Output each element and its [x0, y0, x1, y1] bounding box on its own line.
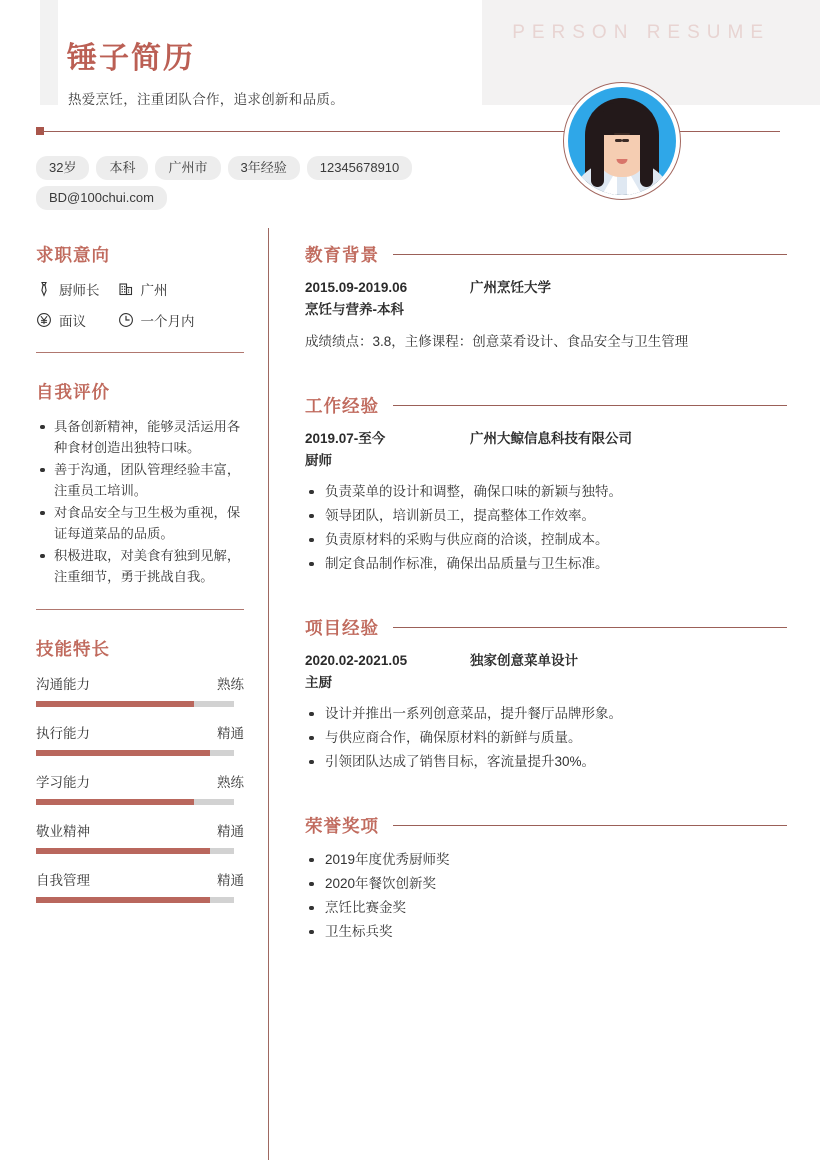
section-header-awards [305, 813, 787, 838]
section-title-self-evaluation: 自我评价 [36, 382, 110, 403]
skill-level: 熟练 [217, 775, 244, 791]
section-rule-project [393, 627, 787, 628]
skill-row [36, 869, 244, 889]
self-evaluation-item: 对食品安全与卫生极为重视，保证每道菜品的品质。 [36, 502, 244, 544]
section-work-experience [305, 393, 787, 575]
skill-name: 执行能力 [36, 726, 90, 742]
job-intent-label: 面议 [59, 314, 86, 329]
awards-bullet-list [305, 848, 787, 943]
job-intent-label: 一个月内 [140, 314, 195, 329]
section-title-skills: 技能特长 [36, 639, 110, 660]
section-header-project [305, 615, 787, 640]
work-bullet-item: 负责菜单的设计和调整，确保口味的新颖与独特。 [305, 480, 787, 503]
section-title-education: 教育背景 [305, 245, 379, 265]
contact-pill: 广州市 [155, 156, 220, 180]
resume-header [0, 0, 820, 228]
section-self-evaluation [36, 379, 244, 587]
skill-row [36, 673, 244, 693]
work-bullet-list [305, 480, 787, 575]
project-name: 独家创意菜单设计 [470, 653, 578, 668]
page-title: 锤子简历 [67, 42, 195, 75]
left-section-rule-2 [36, 609, 244, 610]
self-evaluation-item: 积极进取，对美食有独到见解，注重细节，勇于挑战自我。 [36, 545, 244, 587]
avatar [563, 82, 681, 200]
resume-body [0, 228, 820, 1160]
contact-pill: 32岁 [36, 156, 89, 180]
section-title-project: 项目经验 [305, 618, 379, 638]
work-bullet-item: 负责原材料的采购与供应商的洽谈，控制成本。 [305, 528, 787, 551]
work-company: 广州大鲸信息科技有限公司 [470, 431, 632, 446]
job-intent-grid [36, 279, 244, 330]
award-item: 卫生标兵奖 [305, 920, 787, 943]
necktie-icon [36, 281, 52, 297]
award-item: 烹饪比赛金奖 [305, 896, 787, 919]
skill-row [36, 722, 244, 742]
section-rule-work [393, 405, 787, 406]
education-entry [305, 277, 787, 353]
skill-bar-fill [36, 799, 194, 805]
contact-pill-list [36, 156, 536, 210]
project-bullet-item: 与供应商合作，确保原材料的新鲜与质量。 [305, 726, 787, 749]
project-bullet-item: 设计并推出一系列创意菜品，提升餐厅品牌形象。 [305, 702, 787, 725]
section-skills [36, 636, 244, 903]
section-title-job-intent: 求职意向 [36, 245, 110, 265]
award-item: 2020年餐饮创新奖 [305, 872, 787, 895]
work-entry-head [305, 428, 787, 450]
skill-name: 学习能力 [36, 775, 90, 791]
education-school: 广州烹饪大学 [470, 280, 551, 295]
watermark-person-resume: PERSON RESUME [512, 22, 770, 43]
section-title-awards: 荣誉奖项 [305, 816, 379, 836]
self-evaluation-item: 具备创新精神，能够灵活运用各种食材创造出独特口味。 [36, 416, 244, 458]
job-intent-label: 厨师长 [59, 283, 100, 298]
right-column [305, 242, 787, 983]
section-header-work [305, 393, 787, 418]
skill-bar-track [36, 799, 234, 805]
building-icon [118, 281, 134, 297]
work-bullet-item: 领导团队，培训新员工，提高整体工作效率。 [305, 504, 787, 527]
skill-bar-track [36, 701, 234, 707]
avatar-eye-left [615, 139, 622, 142]
work-bullet-item: 制定食品制作标准，确保出品质量与卫生标准。 [305, 552, 787, 575]
job-intent-item [36, 279, 100, 299]
education-detail: 成绩绩点：3.8，主修课程：创意菜肴设计、食品安全与卫生管理 [305, 334, 689, 349]
skill-list [36, 673, 244, 903]
skill-level: 精通 [217, 726, 244, 742]
skill-name: 沟通能力 [36, 677, 90, 693]
job-intent-item [118, 279, 195, 299]
clock-icon [118, 312, 134, 328]
avatar-brow-right [621, 133, 630, 135]
work-role: 厨师 [305, 453, 332, 468]
job-intent-item [118, 310, 195, 330]
work-entry [305, 428, 787, 575]
section-header-education [305, 242, 787, 267]
contact-pill: 本科 [96, 156, 148, 180]
work-date: 2019.07-至今 [305, 431, 386, 446]
job-intent-item [36, 310, 100, 330]
skill-item [36, 722, 244, 756]
skill-bar-fill [36, 701, 194, 707]
skill-item [36, 771, 244, 805]
skill-bar-track [36, 848, 234, 854]
project-date: 2020.02-2021.05 [305, 653, 408, 668]
project-bullet-item: 引领团队达成了销售目标，客流量提升30%。 [305, 750, 787, 773]
left-section-rule-1 [36, 352, 244, 353]
education-major: 烹饪与营养-本科 [305, 302, 404, 317]
project-role: 主厨 [305, 675, 332, 690]
job-intent-label: 广州 [140, 283, 168, 298]
skill-item [36, 820, 244, 854]
skill-name: 敬业精神 [36, 824, 90, 840]
self-evaluation-item: 善于沟通，团队管理经验丰富，注重员工培训。 [36, 459, 244, 501]
project-entry [305, 650, 787, 773]
skill-bar-track [36, 750, 234, 756]
skill-bar-fill [36, 848, 210, 854]
avatar-photo [568, 87, 676, 195]
avatar-hair-side-left [591, 111, 604, 187]
project-entry-head [305, 650, 787, 672]
skill-level: 精通 [217, 824, 244, 840]
section-job-intent [36, 242, 244, 330]
skill-bar-track [36, 897, 234, 903]
left-column [36, 242, 244, 921]
skill-item [36, 673, 244, 707]
skill-level: 熟练 [217, 677, 244, 693]
education-date: 2015.09-2019.06 [305, 280, 408, 295]
contact-pill: 12345678910 [307, 156, 413, 180]
avatar-eye-right [622, 139, 629, 142]
skill-level: 精通 [217, 873, 244, 889]
yen-circle-icon [36, 312, 52, 328]
section-awards [305, 813, 787, 943]
self-evaluation-list [36, 416, 244, 587]
section-rule-awards [393, 825, 787, 826]
skill-name: 自我管理 [36, 873, 90, 889]
column-divider [268, 228, 269, 1160]
skill-bar-fill [36, 897, 210, 903]
decor-gray-strip-left [40, 0, 58, 105]
section-project-experience [305, 615, 787, 773]
avatar-hair-side-right [640, 111, 653, 187]
section-rule-education [393, 254, 787, 255]
education-entry-head [305, 277, 787, 299]
section-education [305, 242, 787, 353]
contact-pill: BD@100chui.com [36, 186, 167, 210]
skill-item [36, 869, 244, 903]
project-bullet-list [305, 702, 787, 773]
award-item: 2019年度优秀厨师奖 [305, 848, 787, 871]
header-tagline: 热爱烹饪，注重团队合作，追求创新和品质。 [68, 92, 344, 107]
section-title-work: 工作经验 [305, 396, 379, 416]
contact-pill: 3年经验 [228, 156, 300, 180]
skill-row [36, 771, 244, 791]
skill-row [36, 820, 244, 840]
skill-bar-fill [36, 750, 210, 756]
